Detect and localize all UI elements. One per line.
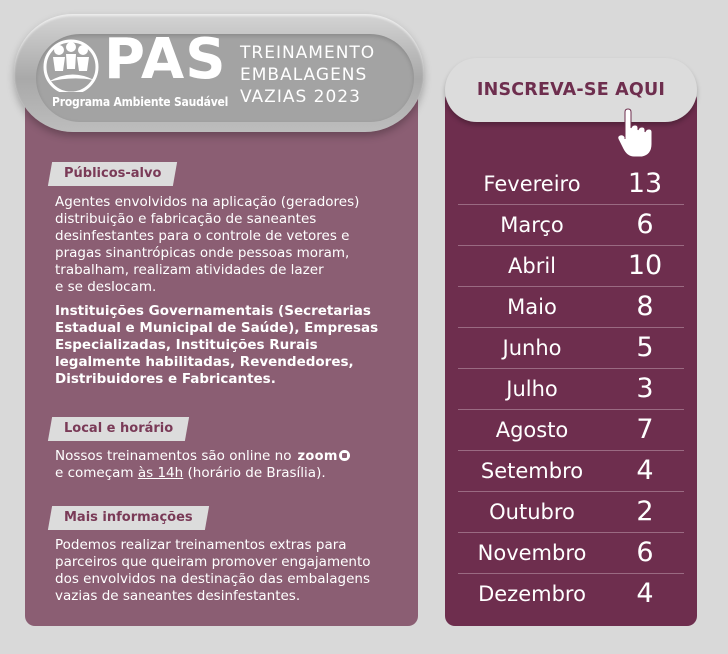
month-name: Maio [507, 294, 557, 319]
text-line: dos envolvidos na destinação das embalagens [55, 571, 371, 587]
month-name: Abril [508, 253, 556, 278]
month-count: 8 [636, 291, 654, 322]
zoom-logo-text: zoom [297, 449, 338, 464]
month-count: 3 [636, 373, 654, 404]
tab-local-horario [48, 417, 189, 441]
tab-local-horario-label: Local e horário [64, 421, 174, 436]
month-count: 5 [636, 332, 654, 363]
text-line: e começam [55, 465, 138, 481]
text-line: Instituições Governamentais (Secretarias [55, 303, 371, 319]
schedule-row [458, 204, 684, 246]
text-line: trabalham, realizam atividades de lazer [55, 262, 324, 278]
month-name: Dezembro [478, 581, 586, 606]
schedule-row [458, 327, 684, 369]
text-line: Distribuidores e Fabricantes. [55, 371, 276, 387]
schedule-row [458, 532, 684, 574]
text-line: vazias de saneantes desinfestantes. [55, 588, 301, 604]
month-count: 13 [627, 168, 663, 199]
month-count: 4 [636, 455, 654, 486]
month-name: Julho [506, 376, 558, 401]
month-count: 4 [636, 578, 654, 609]
schedule-row [458, 491, 684, 533]
month-count: 10 [627, 250, 663, 281]
schedule-row [458, 368, 684, 410]
text-line: desinfestantes para o controle de vetores e [55, 228, 350, 244]
tab-mais-informacoes-label: Mais informações [64, 510, 193, 525]
month-name: Agosto [495, 417, 569, 442]
publicos-description [55, 194, 359, 296]
month-name: Outubro [489, 499, 575, 524]
logo-subtitle: Programa Ambiente Saudável [52, 95, 229, 109]
tab-publicos-alvo-label: Públicos-alvo [64, 166, 162, 181]
text-line: (horário de Brasília). [183, 465, 326, 481]
month-name: Março [500, 212, 564, 237]
people-logo-icon [40, 38, 102, 92]
text-line: e se deslocam. [55, 279, 157, 295]
schedule-row [458, 163, 684, 205]
schedule-row [458, 409, 684, 451]
pointing-hand-icon [616, 108, 656, 160]
text-line: Estadual e Municipal de Saúde), Empresas [55, 320, 379, 336]
text-line: pragas sinantrópicas onde pessoas moram, [55, 245, 350, 261]
month-count: 6 [636, 537, 654, 568]
month-name: Novembro [477, 540, 587, 565]
month-name: Junho [502, 335, 562, 360]
schedule-row [458, 286, 684, 328]
header-title-line: TREINAMENTO [240, 43, 376, 63]
mais-description [55, 537, 371, 605]
zoom-camera-icon [339, 450, 350, 461]
tab-mais-informacoes [48, 506, 209, 530]
month-name: Setembro [480, 458, 584, 483]
text-line: Especializadas, Instituições Rurais [55, 337, 318, 353]
pas-logo-text: PAS [104, 27, 227, 92]
text-line: Agentes envolvidos na aplicação (geradores) [55, 194, 360, 210]
month-count: 6 [636, 209, 654, 240]
header-title [240, 42, 375, 108]
text-line: legalmente habilitadas, Revendedores, [55, 354, 354, 370]
header-title-line: EMBALAGENS [240, 65, 368, 85]
schedule-row [458, 573, 684, 614]
month-count: 7 [636, 414, 654, 445]
inscreva-se-button[interactable]: INSCREVA-SE AQUI [445, 58, 697, 122]
text-line: Nossos treinamentos são online no [55, 448, 292, 464]
text-line: distribuição e fabricação de saneantes [55, 211, 317, 227]
text-line: parceiros que queiram promover engajamento [55, 554, 371, 570]
publicos-institutions [55, 303, 378, 388]
text-line: Podemos realizar treinamentos extras para [55, 537, 347, 553]
local-description [55, 448, 350, 482]
month-name: Fevereiro [483, 171, 581, 196]
schedule-row [458, 450, 684, 492]
start-time: às 14h [137, 465, 184, 481]
month-count: 2 [636, 496, 654, 527]
tab-publicos-alvo [48, 162, 178, 186]
schedule-row [458, 245, 684, 287]
header-title-line: VAZIAS 2023 [240, 87, 361, 107]
